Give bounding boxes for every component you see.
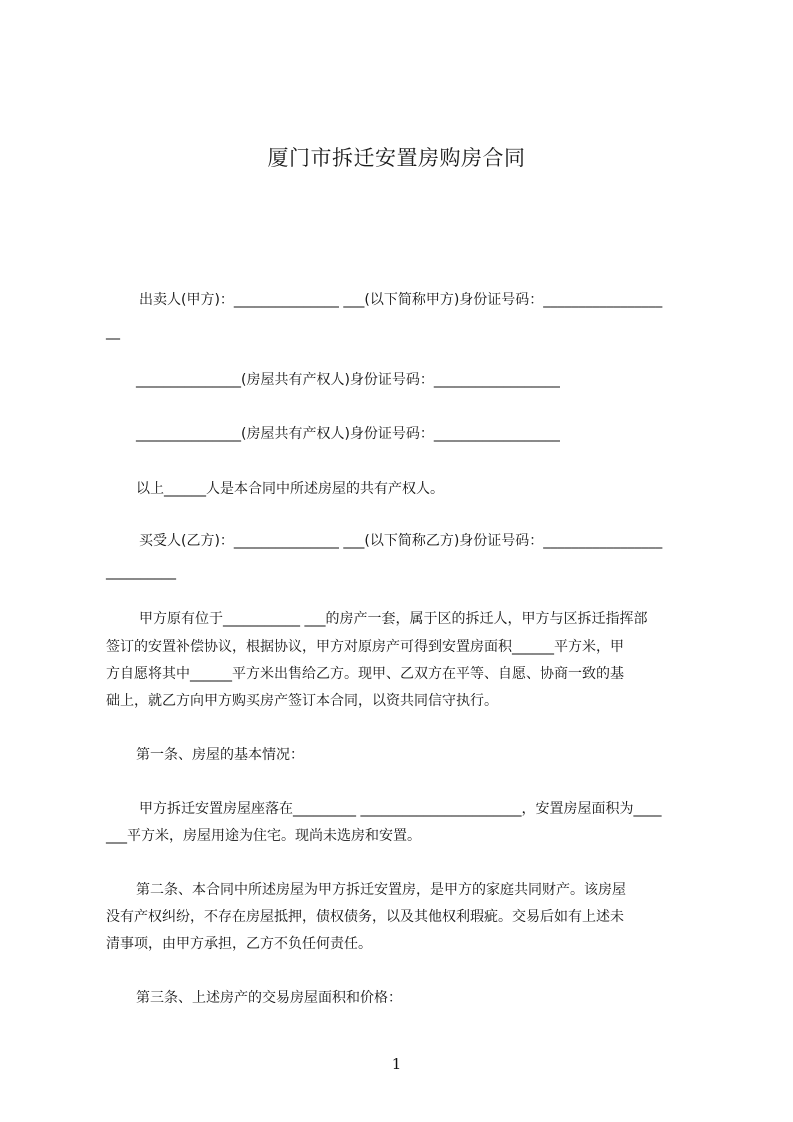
preamble-line-2: 签订的安置补偿协议，根据协议，甲方对原房产可得到安置房面积______平方米，甲 xyxy=(106,639,624,655)
seller-line: 出卖人(甲方)：_______________ ___(以下简称甲方)身份证号码：_________________ xyxy=(139,292,663,308)
seller-line-continued: __ xyxy=(106,324,120,340)
co-owner-line-1: _______________(房屋共有产权人)身份证号码：__________________ xyxy=(136,372,560,388)
co-owner-line-2: _______________(房屋共有产权人)身份证号码：__________________ xyxy=(136,426,560,442)
preamble-line-1: 甲方原有位于___________ ___的房产一套，属于区的拆迁人，甲方与区拆迁指挥部 xyxy=(139,611,648,627)
buyer-line: 买受人(乙方)：_______________ ___(以下简称乙方)身份证号码：_________________ xyxy=(139,533,663,549)
buyer-line-continued: __________ xyxy=(106,564,176,580)
article-2-line-1: 第二条、本合同中所述房屋为甲方拆迁安置房，是甲方的家庭共同财产。该房屋 xyxy=(136,882,626,898)
preamble-line-4: 础上，就乙方向甲方购买房产签订本合同，以资共同信守执行。 xyxy=(106,693,498,709)
co-owner-count-line: 以上______人是本合同中所述房屋的共有产权人。 xyxy=(136,481,444,497)
article-1-line-1: 甲方拆迁安置房屋座落在_________ _______________________，安置房屋面积为____ xyxy=(139,801,662,817)
article-2-line-2: 没有产权纠纷，不存在房屋抵押，债权债务，以及其他权利瑕疵。交易后如有上述未 xyxy=(106,909,624,925)
article-3-heading: 第三条、上述房产的交易房屋面积和价格： xyxy=(136,990,402,1006)
document-title: 厦门市拆迁安置房购房合同 xyxy=(267,146,526,170)
preamble-line-3: 方自愿将其中______平方米出售给乙方。现甲、乙双方在平等、自愿、协商一致的基 xyxy=(106,666,624,682)
article-1-line-2: ___平方米，房屋用途为住宅。现尚未选房和安置。 xyxy=(106,828,421,844)
article-2-line-3: 清事项，由甲方承担，乙方不负任何责任。 xyxy=(106,936,372,952)
article-1-heading: 第一条、房屋的基本情况： xyxy=(136,747,304,763)
page-number: 1 xyxy=(391,1055,402,1073)
